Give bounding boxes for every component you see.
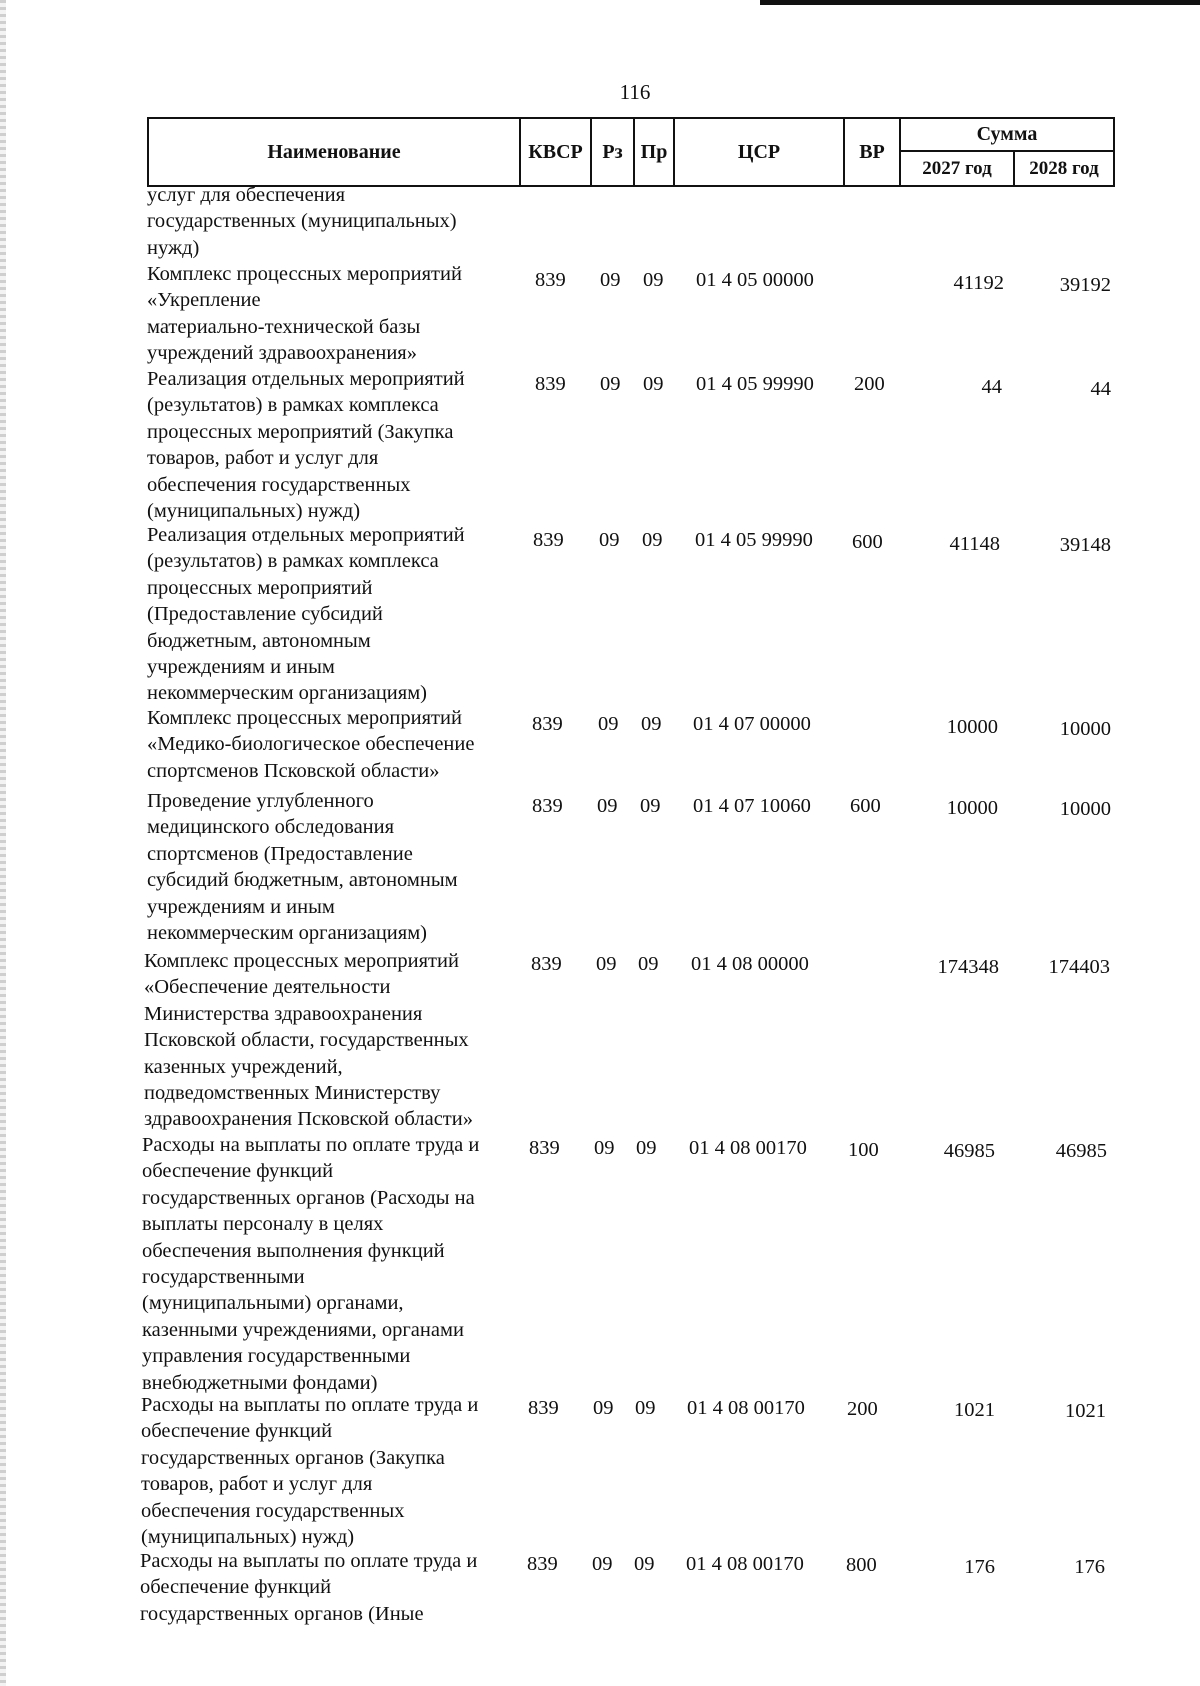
row-3-sum-2027: 41148 xyxy=(949,533,1000,555)
row-8-sum-2028: 1021 xyxy=(1065,1400,1106,1422)
row-8-vr: 200 xyxy=(847,1398,878,1420)
row-8-name: Расходы на выплаты по оплате труда и обеспечение функций государственных органов (Закупка товаров, работ и услуг для обеспечения государственных (муниципальных) нужд) xyxy=(141,1394,479,1549)
row-9-rz: 09 xyxy=(592,1553,613,1575)
row-3-rz: 09 xyxy=(599,529,620,551)
header-sum: Сумма xyxy=(900,118,1114,151)
row-9-sum-2028: 176 xyxy=(1074,1556,1105,1578)
header-year-2028: 2028 год xyxy=(1014,151,1114,186)
row-9-vr: 800 xyxy=(846,1554,877,1576)
row-1-kvsr: 839 xyxy=(535,269,566,291)
row-1-rz: 09 xyxy=(600,269,621,291)
row-4-pr: 09 xyxy=(641,713,662,735)
row-7-csr: 01 4 08 00170 xyxy=(689,1137,807,1159)
row-1-sum-2027: 41192 xyxy=(953,272,1004,294)
header-vr: ВР xyxy=(844,118,900,186)
row-6-sum-2028: 174403 xyxy=(1048,956,1110,978)
row-9-sum-2027: 176 xyxy=(964,1556,995,1578)
row-5-csr: 01 4 07 10060 xyxy=(693,795,811,817)
header-rz: Рз xyxy=(591,118,634,186)
row-2-vr: 200 xyxy=(854,373,885,395)
row-9-name: Расходы на выплаты по оплате труда и обеспечение функций государственных органов (Иные xyxy=(140,1550,478,1625)
row-4-csr: 01 4 07 00000 xyxy=(693,713,811,735)
row-3-name: Реализация отдельных мероприятий (результатов) в рамках комплекса процессных мероприятий (Предоставление субсидий бюджетным, автономным учреждениям и иным некоммерческим организациям) xyxy=(147,524,465,705)
row-1-sum-2028: 39192 xyxy=(1059,274,1111,296)
row-6-csr: 01 4 08 00000 xyxy=(691,953,809,975)
row-9-kvsr: 839 xyxy=(527,1553,558,1575)
row-4-sum-2028: 10000 xyxy=(1059,718,1111,740)
row-2-sum-2027: 44 xyxy=(981,376,1002,398)
row-5-kvsr: 839 xyxy=(532,795,563,817)
header-pr: Пр xyxy=(634,118,674,186)
row-6-sum-2027: 174348 xyxy=(937,956,999,978)
row-7-name: Расходы на выплаты по оплате труда и обеспечение функций государственных органов (Расходы на выплаты персоналу в целях обеспечения выполнения функций государственными (муниципальными) органами, казенными учреждениями, органами управления государственными внебюджетными фондами) xyxy=(142,1134,480,1394)
row-7-rz: 09 xyxy=(594,1137,615,1159)
row-3-sum-2028: 39148 xyxy=(1059,534,1111,556)
row-5-sum-2027: 10000 xyxy=(946,797,998,819)
row-3-csr: 01 4 05 99990 xyxy=(695,529,813,551)
row-2-name: Реализация отдельных мероприятий (результатов) в рамках комплекса процессных мероприятий (Закупка товаров, работ и услуг для обеспечения государственных (муниципальных) нужд) xyxy=(147,368,465,523)
row-8-sum-2027: 1021 xyxy=(954,1399,995,1421)
row-3-kvsr: 839 xyxy=(533,529,564,551)
row-6-name: Комплекс процессных мероприятий «Обеспечение деятельности Министерства здравоохранения Псковской области, государственных казенных учреждений, подведомственных Министерству здравоохранения Псковской области» xyxy=(144,950,473,1131)
header-csr: ЦСР xyxy=(674,118,844,186)
row-5-rz: 09 xyxy=(597,795,618,817)
row-3-vr: 600 xyxy=(852,531,883,553)
row-7-kvsr: 839 xyxy=(529,1137,560,1159)
row-8-pr: 09 xyxy=(635,1397,656,1419)
row-2-csr: 01 4 05 99990 xyxy=(696,373,814,395)
row-9-csr: 01 4 08 00170 xyxy=(686,1553,804,1575)
scan-left-edge xyxy=(0,0,6,1686)
row-5-name: Проведение углубленного медицинского обследования спортсменов (Предоставление субсидий бюджетным, автономным учреждениям и иным некоммерческим организациям) xyxy=(147,790,458,945)
row-6-kvsr: 839 xyxy=(531,953,562,975)
row-4-name: Комплекс процессных мероприятий «Медико-биологическое обеспечение спортсменов Псковской области» xyxy=(147,707,475,782)
row-7-sum-2028: 46985 xyxy=(1055,1140,1107,1162)
row-7-sum-2027: 46985 xyxy=(943,1140,995,1162)
row-2-rz: 09 xyxy=(600,373,621,395)
row-4-rz: 09 xyxy=(598,713,619,735)
row-8-csr: 01 4 08 00170 xyxy=(687,1397,805,1419)
table-header xyxy=(147,117,1115,187)
page-number: 116 xyxy=(619,80,651,104)
row-6-rz: 09 xyxy=(596,953,617,975)
row-1-name: Комплекс процессных мероприятий «Укрепление материально-технической базы учреждений здравоохранения» xyxy=(147,263,462,365)
row-8-rz: 09 xyxy=(593,1397,614,1419)
row-2-sum-2028: 44 xyxy=(1090,378,1111,400)
row-2-kvsr: 839 xyxy=(535,373,566,395)
row-1-csr: 01 4 05 00000 xyxy=(696,269,814,291)
header-year-2027: 2027 год xyxy=(900,151,1014,186)
row-2-pr: 09 xyxy=(643,373,664,395)
row-5-pr: 09 xyxy=(640,795,661,817)
row-4-sum-2027: 10000 xyxy=(946,716,998,738)
row-6-pr: 09 xyxy=(638,953,659,975)
header-name: Наименование xyxy=(148,118,520,186)
row-9-pr: 09 xyxy=(634,1553,655,1575)
row-5-sum-2028: 10000 xyxy=(1059,798,1111,820)
row-0-name: услуг для обеспечения государственных (муниципальных) нужд) xyxy=(147,184,457,259)
row-7-pr: 09 xyxy=(636,1137,657,1159)
row-3-pr: 09 xyxy=(642,529,663,551)
row-8-kvsr: 839 xyxy=(528,1397,559,1419)
scan-top-rule xyxy=(760,0,1200,5)
row-4-kvsr: 839 xyxy=(532,713,563,735)
row-5-vr: 600 xyxy=(850,795,881,817)
header-kvsr: КВСР xyxy=(520,118,591,186)
row-7-vr: 100 xyxy=(848,1139,879,1161)
row-1-pr: 09 xyxy=(643,269,664,291)
